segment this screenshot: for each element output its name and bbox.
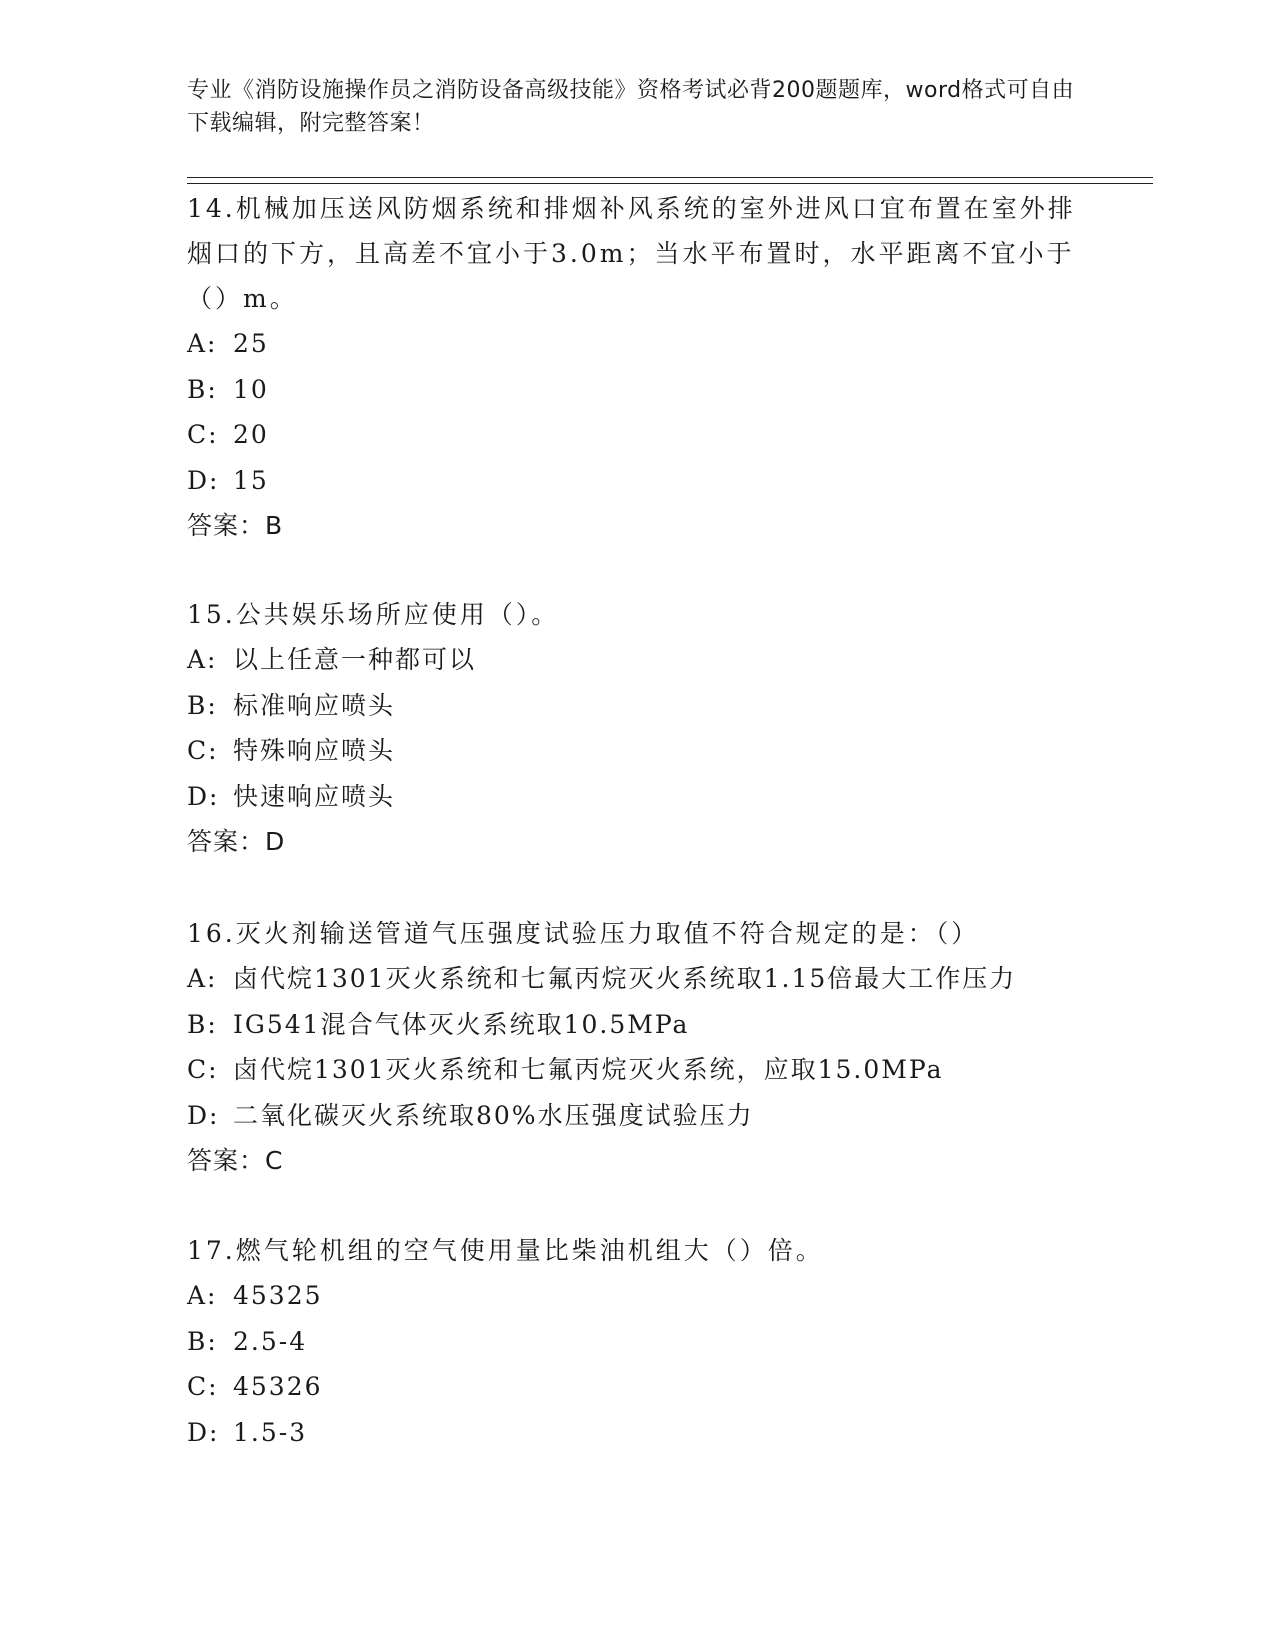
option-label: C: bbox=[187, 420, 219, 449]
option-d bbox=[187, 1093, 1087, 1139]
option-label: D: bbox=[187, 465, 220, 495]
option-b bbox=[187, 1319, 1087, 1365]
option-text: 2.5-4 bbox=[233, 1326, 308, 1356]
option-label: A: bbox=[187, 1281, 218, 1310]
option-b bbox=[187, 683, 1087, 729]
option-text: 以上任意一种都可以 bbox=[233, 645, 477, 674]
option-label: B: bbox=[187, 1326, 218, 1356]
question-stem: 14.机械加压送风防烟系统和排烟补风系统的室外进风口宜布置在室外排烟口的下方，且高差不宜小于3.0m；当水平布置时，水平距离不宜小于（）m。 bbox=[187, 194, 1076, 313]
option-text: 10 bbox=[233, 374, 269, 404]
option-a bbox=[187, 637, 1087, 683]
option-label: C: bbox=[187, 1055, 219, 1084]
option-c bbox=[187, 1364, 1087, 1410]
option-text: IG541混合气体灭火系统取10.5MPa bbox=[233, 1009, 690, 1039]
question-16 bbox=[187, 911, 1087, 1184]
option-c bbox=[187, 412, 1087, 458]
question-stem: 17.燃气轮机组的空气使用量比柴油机组大（）倍。 bbox=[187, 1236, 824, 1265]
option-text: 45325 bbox=[233, 1281, 323, 1310]
option-text: 特殊响应喷头 bbox=[233, 736, 396, 765]
answer-text: 答案：C bbox=[187, 1146, 284, 1175]
option-b bbox=[187, 367, 1087, 413]
option-label: B: bbox=[187, 374, 218, 404]
option-text: 标准响应喷头 bbox=[233, 690, 396, 720]
option-label: C: bbox=[187, 736, 219, 765]
option-label: B: bbox=[187, 1009, 218, 1039]
option-label: B: bbox=[187, 690, 218, 720]
option-label: D: bbox=[187, 781, 220, 811]
answer-text: 答案：D bbox=[187, 827, 286, 856]
option-label: D: bbox=[187, 1100, 220, 1130]
option-text: 快速响应喷头 bbox=[233, 781, 396, 811]
option-text: 45326 bbox=[233, 1372, 323, 1401]
option-d bbox=[187, 458, 1087, 504]
question-stem: 15.公共娱乐场所应使用（）。 bbox=[187, 600, 560, 629]
option-label: A: bbox=[187, 645, 218, 674]
option-text: 卤代烷1301灭火系统和七氟丙烷灭火系统取1.15倍最大工作压力 bbox=[233, 964, 1017, 993]
question-15 bbox=[187, 592, 1087, 865]
option-text: 15 bbox=[233, 465, 269, 495]
option-text: 25 bbox=[233, 329, 269, 358]
option-label: A: bbox=[187, 329, 218, 358]
option-c bbox=[187, 728, 1087, 774]
option-c bbox=[187, 1047, 1087, 1093]
document-header: 专业《消防设施操作员之消防设备高级技能》资格考试必背200题题库，word格式可自由下载编辑，附完整答案！ bbox=[187, 78, 1075, 136]
option-text: 20 bbox=[233, 420, 269, 449]
option-label: C: bbox=[187, 1372, 219, 1401]
header-divider-top bbox=[187, 177, 1153, 178]
option-b bbox=[187, 1002, 1087, 1048]
option-text: 卤代烷1301灭火系统和七氟丙烷灭火系统，应取15.0MPa bbox=[233, 1055, 944, 1084]
question-14 bbox=[187, 186, 1087, 549]
question-17 bbox=[187, 1228, 1087, 1455]
header-divider-bottom bbox=[187, 183, 1153, 184]
option-text: 二氧化碳灭火系统取80%水压强度试验压力 bbox=[233, 1100, 754, 1130]
option-a bbox=[187, 956, 1087, 1002]
option-text: 1.5-3 bbox=[233, 1417, 308, 1447]
option-d bbox=[187, 774, 1087, 820]
question-stem: 16.灭火剂输送管道气压强度试验压力取值不符合规定的是：（） bbox=[187, 919, 980, 948]
answer-text: 答案：B bbox=[187, 511, 284, 540]
option-label: A: bbox=[187, 964, 218, 993]
option-label: D: bbox=[187, 1417, 220, 1447]
option-a bbox=[187, 321, 1087, 367]
option-a bbox=[187, 1273, 1087, 1319]
option-d bbox=[187, 1410, 1087, 1456]
